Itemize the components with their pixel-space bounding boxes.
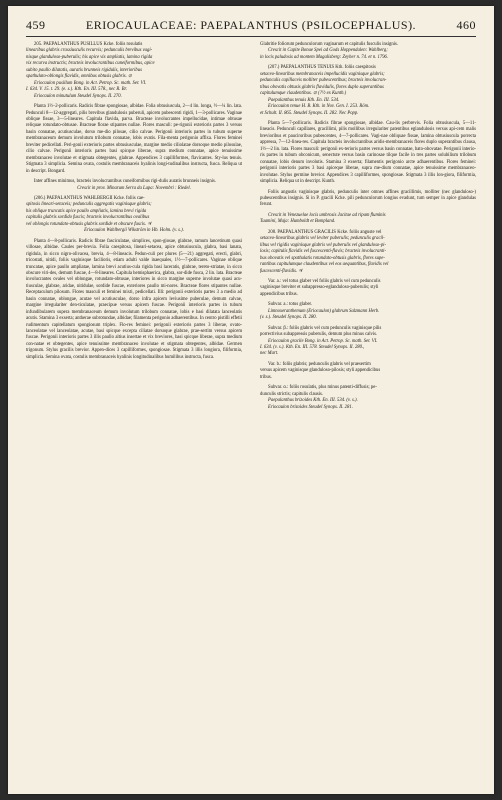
species-206-diagnosis-3: capitulis glabris sordido fuscis; bracteis involucrantibus ovalibus — [26, 215, 150, 221]
species-207-diagnosis-1: setaceo-linearibus membranaceis impellucidis vaginisque glabris; — [260, 71, 385, 77]
species-208-diagnosis-2: libus vel rigidis vaginisque glabris vel puberulis vel glanduloso-pi- — [260, 242, 387, 248]
species-207-diagnosis-3: tibus obovatis obtusis glabris flavidulis, flores duplo superantibus — [260, 84, 384, 90]
species-208-variety-a-3: appendicibus tribus. — [260, 291, 298, 297]
species-208-variety-a-1: Var. a.: vel totus glaber vel foliis glabris vel cum pedunculis — [268, 278, 381, 284]
left-column — [26, 42, 242, 361]
species-205-note: Inter affines minimus, bracteis involucrantibus cuneiformibus rigi-dulis auratis brunneis insignis. — [34, 179, 217, 185]
species-208-subvariety-b-2: porrectivius subappressis puberulis, demum plus minus calvis. — [260, 332, 378, 338]
species-208-variety-a-2: vaginisque breviter et subappresso-eglanduloso-puberulis; styli — [260, 285, 379, 291]
species-208-subvariety-a: Subvar. a.: totus glaber. — [268, 302, 313, 308]
species-208-synonym-7: Eriocaulon brizoides Steudel Synops. II. 281. — [268, 404, 353, 410]
species-206-diagnosis-4: vel oblongis rotundato-obtusis glabris sordide et obscure fuscis. ♃ — [26, 221, 152, 227]
species-208-diagnosis-6: fuscescenti-flavidis. ♃ — [260, 268, 303, 274]
species-208-diagnosis-4: bus obovatis vel spathulatis rotundato-obtusis glabris, flores supe- — [260, 255, 385, 261]
species-207-description: Planta 5—7-pollicaris. Radicis fibrae spongiosae, albidae. Cau-lis perbrevis. Folia obtusiuscula, 5—11-lineacis. Pedunculi capillares, gracillimi, pilis mollibus irregulariter patentibus eglandulosis versus api-cem malis brevioribus et pauciroribus pubescentes, 4—7-pollicares. Vagi-nae obliquae fissae, lamina obtusiuscula porrecta appressa, 7—12-linea-res. Capitula bracteis involucrantibus aridis-membranaceis flores duplo superantibus clausa, 1½—2 lin. lata. Flores masculi: perigonii ex-terioris partes versus basin connatae, bato-obovatae. Perigonii interio-ris partes in tubum obconicum, senectute versus basin carinosae tilque facile in tres partes solubilium trilobum connatae, lobis denum involutis. Stamina 3 exserta; filamentis perigonio arcte adhaerentibus. Flores feminei: perigonii interioris partes 3 basi apiceque liberae, supra me-dium connatae, apice tenuissime membranaceo-involutae. Stylus germine brevior. Appendices 3 capilliformes, spongiosae. Stigmata 3 illis lon-giora, filiformia, simplicia. Reliqua ut in descript. Kunth. — [260, 120, 476, 185]
species-207-synonym-1: Paepalanthus tenuis Kth. En. III. 534. — [268, 97, 340, 103]
species-206-diagnosis-2: his oblique truncatis apice paullo ampliatis, lamina brevi rigida — [26, 208, 147, 214]
species-208-synonym-1: Limnoxeranthemum (Eriocaulon) glabrum Salzmann Herb. — [268, 308, 380, 314]
species-205-heading: 205. PAEPALANTHUS PUSILLUS Kcke. foliis rosulatis — [34, 42, 143, 47]
species-208-synonym-3: Eriocaulon gracile Bong. in Act. Petrop. Sc. math. Ser. VI. — [268, 338, 378, 344]
species-208-diagnosis-1: setaceo-linearibus glabris vel leviter puberulis; pedunculis gracil- — [260, 236, 385, 242]
species-207-heading: (207.) PAEPALANTHUS TENUIS Kth. foliis caespitosis — [268, 65, 376, 71]
species-208-synonym-4: I. 634. (v. s.). Kth. En. III. 578. Steudel Synops. II. 280., — [260, 345, 365, 351]
species-208-heading: 208. PAEPALANTHUS GRACILIS Kcke. foliis anguste vel — [268, 229, 382, 235]
book-page — [8, 6, 494, 794]
species-207-note: Foliis angustis vaginisque glabris, pedunculis inter omnes affines gracillimis, molliter (nec glanduloso-) pubescentibus insignis. Si in P. gracili Kcke. pili pedunculorum longius evadunt, tum semper in apice glandulas ferunt. — [260, 189, 476, 208]
species-208-variety-b-2: versus apicem vaginisque glanduloso-pilosis; styli appendicibus — [260, 368, 381, 374]
species-207-locality-1: Crescit in Venezuelae locis umbrosis Jacitae ad ripam fluminis — [268, 212, 386, 218]
species-206-synonym: Eriocaulon Wahlbergii Wikström in Hb. Holm. (v. s.). — [84, 228, 184, 234]
species-205-synonym-2: I. 634. V. 15. t. 29. (e. s.). Kth. En. III. 578., nec R. Br. — [26, 87, 127, 93]
species-207-diagnosis-4: capitulumque claudentibus. ⊙ (?½ ex Kunth.) — [260, 91, 347, 97]
page-number-right: 460 — [456, 18, 476, 32]
species-206-locality-1: Crescit in Capite Bonae Spei ad Gods Hoppendalen: Wahlberg; — [268, 48, 388, 54]
page-number-left: 459 — [26, 18, 46, 32]
species-208-subvariety-b-1: Subvar. β.: foliis glabris vel cum pedunculis vaginisque pilis — [268, 325, 382, 331]
species-206-description: Planta 4—8-pollicaris. Radicis fibrae fasciculatae, simplices, spon-giosae, glabrae, ramum lancetinum quasi villosae, albidae. Caules per-brevia. Folia caespitosa, lineari-setacea, apice obtusiuscula, glabra, basi lanata, rigidula, in sicco nigro-olivacea, brevia, 4—8-lineacis. Pedun-culi per plures (5—21) aggregati, erecti, glabri, tricostati, nitidi, foliis vaginisque facilioris, etiam adulti valde inaequales, 1½—7-pollicares. Vaginae oblique truncatae, apice paullo ampliatae, lamina brevi acutius-cula rigida basi laceratis, glabrae, tereto-striatae, in sicco obscure viri-des, demum fuscae, 4—8-lineares. Capitula hemisphaerica, glabra, sor-dide fusca, 2 lin. lata. Bracteae involucrantes ovales vel oblongae, rotundato-obtusae, interiores in sicco margine superne involutae quasi acu-tiusculae, glabrae, aridae, nitidulae, sordide fuscae, exteriores paullo mi-nores. Bracteae flores stipantes nullae. Receptaculum pilosum. Flores masculi et feminei mixti, pedicellati. Illi: perigonii exterioris partes 3 a medio ad basin connatae, oblongae, acutae vel acutiusculae, dorso infra apicem leviusime puberulae, demum calvae, margine irregulariter den-ticulatae, praecipue versus apicem fuscae. Perigonii interioris partes in tubum infundibularem supera membranaceum demum involutum trilobum connatae, lobis e basi dilatata lanceolatis acutis. Stamina 3 exserta; antherae subrotundae, albidae; filamenta perigonio adhaerentibus. In centro pistilli effetii rudimentum capitellatum spongiosum triplex. Flo-res feminei: perigonii exterioris partes 3 liberae, ovato-lanceolatae vel lanceolatae, acutae, basi spicque excepta ciliatae dorsoque glabrae, prae-sertim versus apicem fuscae. Perigonii interioris partes 3 illis paullo altius insertae et vix breviores, basi spicque liberae, supra medium con-natae et obtegentes, apice tenuissime membranaceo involutae et stigmata obtegentes, albidae. Germen trigonum. Stylus gracilis brevior. Appen-dices 3 capilliformes, spongiosae. Stigmata 3 illis longiora, filiformia, simplicia. Semina ovata, costulis membranaceis hyalinis longitudinalibus humilibus instructa, fusca. — [26, 238, 242, 360]
species-208-synonym-6: Paepalanthus brizoides Kth. En. III. 534. (v. s.). — [268, 398, 358, 404]
species-205-synonym-3: Eriocaulon minutulum Steudel Synops. II. 270. — [34, 93, 122, 99]
page-header — [26, 18, 476, 34]
species-205-locality: Crescit in prov. Minarum Serra da Lapa: Novembri : Riedel. — [77, 185, 191, 191]
species-206-note: Glabritie foliorum pedunculorum vaginarum et capitulis fusculis insignis. — [260, 42, 398, 47]
species-207-diagnosis-2: pedunculis capillaceis molliter pubescentibus; bracteis involucran- — [260, 78, 387, 84]
species-207-synonym-2: Eriocaulon tenue H. B. Kth. in Nov. Gen. I. 253. Röm. — [268, 104, 370, 110]
species-207-locality-2: Tuamini, Maja: Humboldt et Bompland. — [260, 219, 336, 225]
species-208-subvariety-ba-1: Subvar. α.: foliis rosulatis, plus minus patenti-diffusis; pe- — [268, 385, 377, 391]
species-206-locality-2: in locis paludosis ad montem Magalisberg: Zeyher n. 74. et n. 1796. — [260, 54, 389, 60]
header-rule — [26, 36, 476, 37]
species-208-diagnosis-3: losis; capitulis flavidis vel fuscescenti-flavis; bracteis involucranti- — [260, 249, 387, 255]
species-205-diagnosis-3: vix recurva instructis; bracteis involucrantibus cuneiformibus, apice — [26, 61, 155, 67]
species-205-diagnosis-1: linearibus glabris crassiusculis recurvis; pedunculis brevibus vagi- — [26, 48, 153, 54]
right-column — [260, 42, 476, 411]
species-205-diagnosis-2: nisque glanduloso-puberulis; his apice vix ampliatis, lamina rigida — [26, 54, 153, 60]
species-206-diagnosis-1: spitosis lineari-setaceis; pedunculis aggregatis vaginisque glabris; — [26, 202, 152, 208]
species-208-variety-b-1: Var. b.: foliis glabris; pedunculis glabris vel praesertim — [268, 361, 371, 367]
species-205-synonym-1: Eriocaulon pusillum Bong. in Act. Petrop. Sc. math. Ser. VI. — [34, 80, 147, 86]
species-208-synonym-2: (v. s.). Steudel Synops. II. 280. — [260, 315, 317, 321]
species-205-diagnosis-5: spathulato-oblongis flavidis, omnibus obtusis glabris. ⊙ — [26, 74, 132, 80]
running-title: ERIOCAULACEAE: PAEPALANTHUS (PSILOCEPHALUS). — [85, 18, 417, 32]
species-208-subvariety-ba-2: dunculis strictis; capitulis clausis. — [260, 391, 324, 397]
species-205-description: Planta 1½–2-pollicaris. Radicis fibrae spongiosae, albidae. Folia obtusiuscula, 2—4 lin. longa, ½—¼ lin. lata. Pedunculi 8—12-aggregati, pilis brevibus glandulosis puberuli, apicem pubescenti rigidi, 1—3-pollicares. Vaginae oblique fissae, 3—5-lineares. Capitula flavida, parva. Bracteae involucrantes impellucidae, intimae obtusae reliquae rotundato-obtusae. Bracteae florae stipantes nullae. Flores masculi: pe-rigonii exterioris partes 3 versus basin connatae, acutiusculae, dorso me-dio pilosae, cilio calvae. Perigonii interioris partes in tubum superne membranaceum demum involutum trilobum connatae, lobis ovatis. Fila-menta perigonio affixa. Flores feminei breviter pedicellati. Peri-gonii exterioris partes obtusiusculae, margine medio ciliolatae dorsoque medio pilosulae, cilio calvae. Perigonii interioris partes basi spicque liberae, supra medium connatae, apice tenuissime membranaceo involutae et stigmata obtegentes, glabrae. Appendices 3 capilliformes, flavicantes. Sty-lus tenuis. Stigmata 3 simplicia. Semina ovata, costulis membranaceis hyalinis longi-tudinalibus instructa, fusca. Reliqua ut in descript. Bongard. — [26, 104, 242, 174]
species-207-synonym-3: et Schult. II. 865. Steudel Synops. II. 282. Nec Popp. — [260, 110, 359, 116]
species-206-heading: (206.) PAEPALANTHUS WAHLBERGII Kcke. foliis cae- — [34, 195, 145, 201]
species-208-synonym-5: nec Mart. — [260, 351, 279, 357]
species-208-variety-b-3: tribus. — [260, 374, 272, 380]
species-208-diagnosis-5: rantibus capitulumque claudentibus vel eos aequantibus, flavidis vel — [260, 262, 389, 268]
species-205-diagnosis-4: subito paullo dilatatis, auratis brunneis rigidulis, interioribus — [26, 67, 142, 73]
